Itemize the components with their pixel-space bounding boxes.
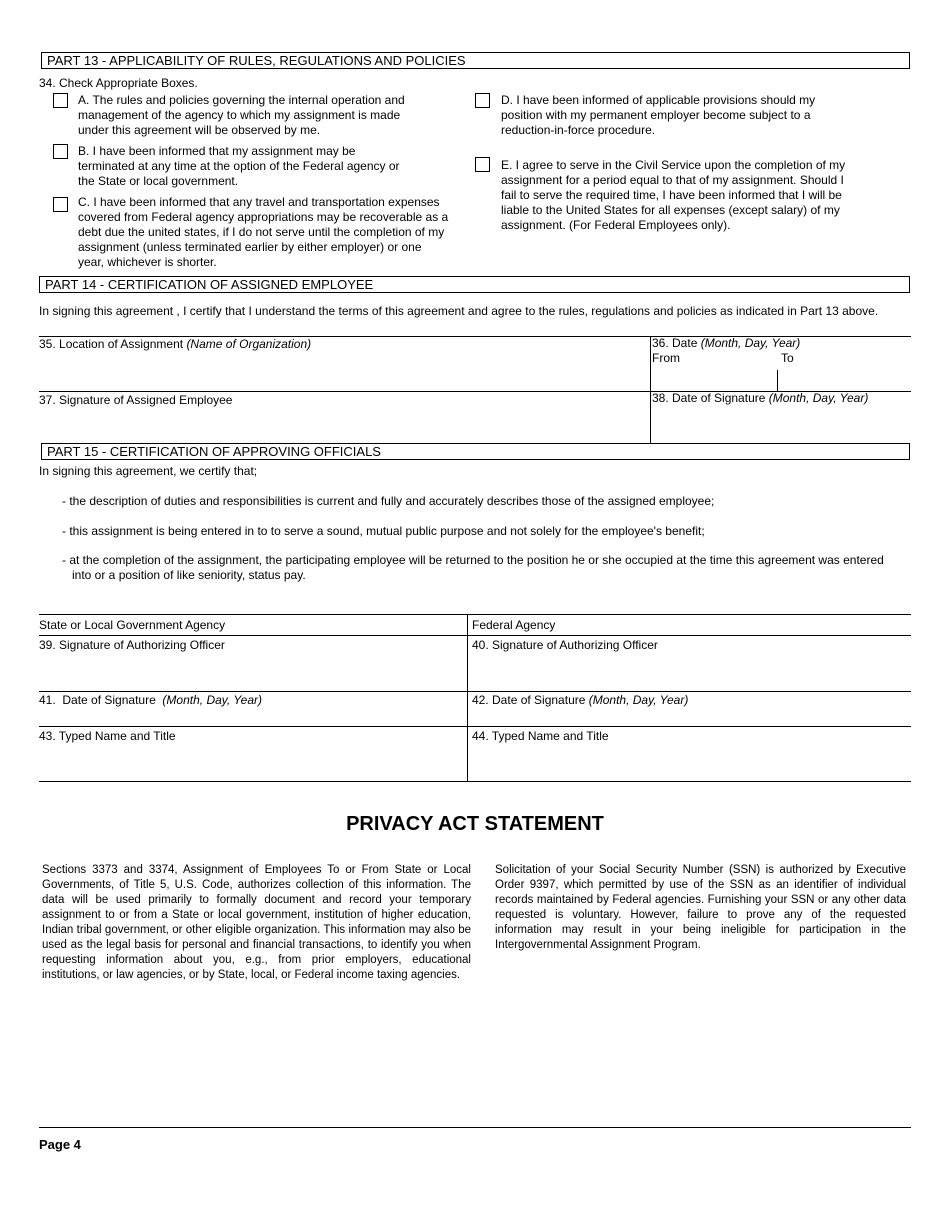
field-41-date-label: 41. Date of Signature (Month, Day, Year) — [39, 693, 263, 707]
item-34-label: 34. Check Appropriate Boxes. — [39, 76, 198, 90]
state-agency-label: State or Local Government Agency — [39, 618, 226, 632]
field-39-signature-label: 39. Signature of Authorizing Officer — [39, 638, 225, 652]
part15-header: PART 15 - CERTIFICATION OF APPROVING OFFICIALS — [41, 443, 910, 460]
divider — [39, 781, 911, 782]
field-38-date-label: 38. Date of Signature (Month, Day, Year) — [652, 391, 869, 405]
part13-header: PART 13 - APPLICABILITY OF RULES, REGULATIONS AND POLICIES — [41, 52, 910, 69]
field-44-name-label: 44. Typed Name and Title — [472, 729, 609, 743]
divider — [39, 614, 911, 615]
date-to-label: To — [781, 351, 794, 365]
divider — [39, 691, 911, 692]
part14-statement: In signing this agreement , I certify that I understand the terms of this agreement and agree to the rules, regulations and policies as indicated in Part 13 above. — [39, 304, 879, 318]
field-42-date-input[interactable] — [470, 708, 910, 726]
date-from-input[interactable] — [651, 366, 775, 390]
field-35-location-label: 35. Location of Assignment (Name of Organization) — [39, 337, 312, 351]
option-e-text: E. I agree to serve in the Civil Service upon the completion of my assignment for a period equal to that of my assignment. Should I fail to serve the required time, I have been informed that I will be liable to the United States for all expenses (except salary) of my assignment. (For Federal Employees only). — [501, 158, 846, 232]
option-d-text: D. I have been informed of applicable provisions should my position with my permanent employer become subject to a reduction-in-force procedure. — [501, 93, 816, 137]
certification-bullet-3-cont: into or a position of like seniority, status pay. — [72, 568, 306, 582]
option-b-text: B. I have been informed that my assignment may be terminated at any time at the option of the Federal agency or the State or local government. — [78, 144, 400, 188]
page-number: Page 4 — [39, 1137, 81, 1152]
field-43-name-label: 43. Typed Name and Title — [39, 729, 176, 743]
field-37-signature-label: 37. Signature of Assigned Employee — [39, 393, 233, 407]
privacy-act-title: PRIVACY ACT STATEMENT — [346, 813, 604, 835]
divider — [467, 614, 468, 782]
federal-agency-label: Federal Agency — [472, 618, 556, 632]
privacy-statement-left: Sections 3373 and 3374, Assignment of Employees To or From State or Local Governments, of Title 5, U.S. Code, authorizes collection of this information. The data will be used primarily to formally document and record your temporary assignment to or from a State or local government, institution of higher education, Indian tribal government, or other eligible organization. This information may also be used as the legal basis for personal and financial transactions, to identify you when requesting information about you, e.g., from prior employers, educational institutions, or law agencies, or by State, local, or Federal income taxing agencies. — [42, 864, 471, 981]
divider — [39, 635, 911, 636]
field-41-date-input[interactable] — [39, 708, 465, 726]
part15-intro: In signing this agreement, we certify that; — [39, 464, 258, 478]
date-to-input[interactable] — [779, 366, 909, 390]
field-43-name-input[interactable] — [39, 744, 465, 781]
option-a-text: A. The rules and policies governing the internal operation and management of the agency to which my assignment is made under this agreement will be observed by me. — [78, 93, 405, 137]
checkbox-c[interactable] — [53, 197, 68, 212]
divider — [777, 370, 778, 391]
field-42-date-label: 42. Date of Signature (Month, Day, Year) — [472, 693, 689, 707]
part14-header: PART 14 - CERTIFICATION OF ASSIGNED EMPLOYEE — [39, 276, 910, 293]
field-44-name-input[interactable] — [470, 744, 910, 781]
date-from-label: From — [652, 351, 680, 365]
field-37-signature-input[interactable] — [39, 408, 647, 442]
field-38-date-input[interactable] — [652, 406, 909, 442]
certification-bullet-2: - this assignment is being entered in to to serve a sound, mutual public purpose and not solely for the employee's benefit; — [62, 524, 705, 538]
certification-bullet-3: - at the completion of the assignment, the participating employee will be returned to the position he or she occupied at the time this agreement was entered — [62, 553, 884, 567]
checkbox-a[interactable] — [53, 93, 68, 108]
checkbox-b[interactable] — [53, 144, 68, 159]
field-39-signature-input[interactable] — [39, 653, 465, 690]
certification-bullet-1: - the description of duties and responsibilities is current and fully and accurately describes those of the assigned employee; — [62, 494, 715, 508]
field-36-date-label: 36. Date (Month, Day, Year) — [652, 336, 801, 350]
footer-divider — [39, 1127, 911, 1128]
checkbox-d[interactable] — [475, 93, 490, 108]
option-c-text: C. I have been informed that any travel and transportation expenses covered from Federal agency appropriations may be recoverable as a debt due the united states, if I do not serve until the completion of my assignment (unless terminated earlier by either employer) or one year, whichever is shorter. — [78, 195, 449, 269]
field-35-location-input[interactable] — [39, 352, 647, 390]
privacy-statement-right: Solicitation of your Social Security Number (SSN) is authorized by Executive Order 9397, which permitted by use of the SSN as an identifier of individual records maintained by Federal agencies. Furnishing your SSN or any other data requested is voluntary. However, failure to prove any of the requested information may result in your being ineligible for participation in the Intergovernmental Assignment Program. — [495, 864, 906, 951]
field-40-signature-input[interactable] — [470, 653, 910, 690]
field-40-signature-label: 40. Signature of Authorizing Officer — [472, 638, 658, 652]
divider — [39, 726, 911, 727]
checkbox-e[interactable] — [475, 157, 490, 172]
